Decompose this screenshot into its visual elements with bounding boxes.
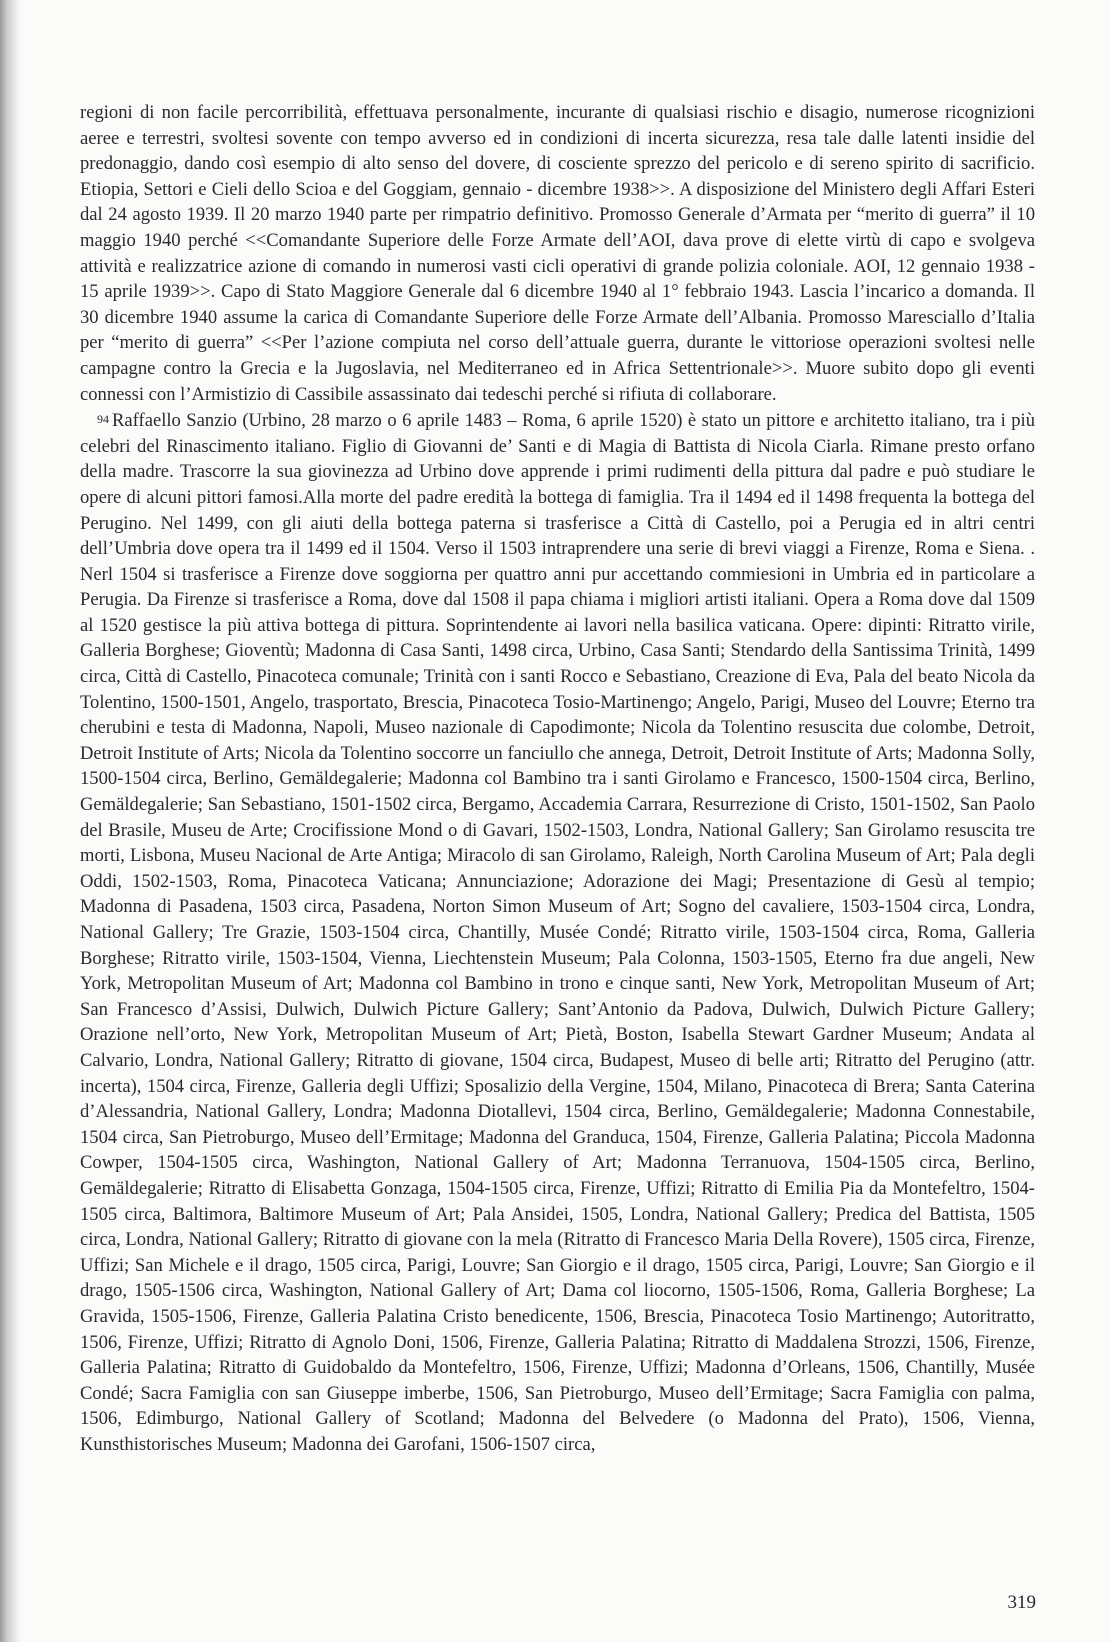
footnote-continuation: regioni di non facile percorribilità, effettuava personalmente, incurante di qualsiasi rischio e disagio, numerose ricognizioni aeree e terrestri, svoltesi sovente con tempo avverso ed in condizioni di incerta sicurezza, resa tale dalle latenti insidie del predonaggio, dando così esempio di alto senso del dovere, di cosciente sprezzo del pericolo e di sereno spirito di sacrificio. Etiopia, Settori e Cieli dello Scioa e del Goggiam, gennaio - dicembre 1938>>. A disposizione del Ministero degli Affari Esteri dal 24 agosto 1939. Il 20 marzo 1940 parte per rimpatrio definitivo. Promosso Generale d’Armata per “merito di guerra” il 10 maggio 1940 perché <<Comandante Superiore delle Forze Armate dell’AOI, dava prove di elette virtù di capo e svolgeva attività e realizzatrice azione di comando in numerosi vasti cicli operativi di grande polizia coloniale. AOI, 12 gennaio 1938 - 15 aprile 1939>>. Capo di Stato Maggiore Generale dal 6 dicembre 1940 al 1° febbraio 1943. Lascia l’incarico a domanda. Il 30 dicembre 1940 assume la carica di Comandante Superiore delle Forze Armate dell’Albania. Promosso Maresciallo d’Italia per “merito di guerra” <<Per l’azione compiuta nel corso dell’attuale guerra, durante le vittoriose operazioni svoltesi nelle campagne contro la Grecia e la Jugoslavia, nel Mediterraneo ed in Africa Settentrionale>>. Muore subito dopo gli eventi connessi con l’Armistizio di Cassibile assassinato dai tedeschi perché si rifiuta di collaborare. [80,102,1035,405]
binding-gutter-shadow [0,0,22,1642]
page-number: 319 [1007,1592,1036,1613]
footnote-94-text: Raffaello Sanzio (Urbino, 28 marzo o 6 aprile 1483 – Roma, 6 aprile 1520) è stato un pittore e architetto italiano, tra i più celebri del Rinascimento italiano. Figlio di Giovanni de’ Santi e di Magia di Battista di Nicola Ciarla. Rimane presto orfano della madre. Trascorre la sua giovinezza ad Urbino dove apprende i primi rudimenti della pittura dal padre e può studiare le opere di alcuni pittori famosi.Alla morte del padre eredità la bottega di famiglia. Tra il 1494 ed il 1498 frequenta la bottega del Perugino. Nel 1499, con gli aiuti della bottega paterna si trasferisce a Città di Castello, poi a Perugia ed in altri centri dell’Umbria dove opera tra il 1499 ed il 1504. Verso il 1503 intraprendere una serie di brevi viaggi a Firenze, Roma e Siena. . Nerl 1504 si trasferisce a Firenze dove soggiorna per quattro anni pur accettando commiesioni in Umbria ed in particolare a Perugia. Da Firenze si trasferisce a Roma, dove dal 1508 il papa chiama i migliori artisti italiani. Opera a Roma dove dal 1509 al 1520 gestisce la più attiva bottega di pittura. Soprintendente ai lavori nella basilica vaticana. Opere: dipinti: Ritratto virile, Galleria Borghese; Gioventù; Madonna di Casa Santi, 1498 circa, Urbino, Casa Santi; Stendardo della Santissima Trinità, 1499 circa, Città di Castello, Pinacoteca comunale; Trinità con i santi Rocco e Sebastiano, Creazione di Eva, Pala del beato Nicola da Tolentino, 1500-1501, Angelo, trasportato, Brescia, Pinacoteca Tosio-Martinengo; Angelo, Parigi, Museo del Louvre; Eterno tra cherubini e testa di Madonna, Napoli, Museo nazionale di Capodimonte; Nicola da Tolentino resuscita due colombe, Detroit, Detroit Institute of Arts; Nicola da Tolentino soccorre un fanciullo che annega, Detroit, Detroit Institute of Arts; Madonna Solly, 1500-1504 circa, Berlino, Gemäldegalerie; Madonna col Bambino tra i santi Girolamo e Francesco, 1500-1504 circa, Berlino, Gemäldegalerie; San Sebastiano, 1501-1502 circa, Bergamo, Accademia Carrara, Resurrezione di Cristo, 1501-1502, San Paolo del Brasile, Museu de Arte; Crocifissione Mond o di Gavari, 1502-1503, Londra, National Gallery; San Girolamo resuscita tre morti, Lisbona, Museu Nacional de Arte Antiga; Miracolo di san Girolamo, Raleigh, North Carolina Museum of Art; Pala degli Oddi, 1502-1503, Roma, Pinacoteca Vaticana; Annunciazione; Adorazione dei Magi; Presentazione di Gesù al tempio; Madonna di Pasadena, 1503 circa, Pasadena, Norton Simon Museum of Art; Sogno del cavaliere, 1503-1504 circa, Londra, National Gallery; Tre Grazie, 1503-1504 circa, Chantilly, Musée Condé; Ritratto virile, 1503-1504 circa, Roma, Galleria Borghese; Ritratto virile, 1503-1504, Vienna, Liechtenstein Museum; Pala Colonna, 1503-1505, Eterno fra due angeli, New York, Metropolitan Museum of Art; Madonna col Bambino in trono e cinque santi, New York, Metropolitan Museum of Art; San Francesco d’Assisi, Dulwich, Dulwich Picture Gallery; Sant’Antonio da Padova, Dulwich, Dulwich Picture Gallery; Orazione nell’orto, New York, Metropolitan Museum of Art; Pietà, Boston, Isabella Stewart Gardner Museum; Andata al Calvario, Londra, National Gallery; Ritratto di giovane, 1504 circa, Budapest, Museo di belle arti; Ritratto del Perugino (attr. incerta), 1504 circa, Firenze, Galleria degli Uffizi; Sposalizio della Vergine, 1504, Milano, Pinacoteca di Brera; Santa Caterina d’Alessandria, National Gallery, Londra; Madonna Diotallevi, 1504 circa, Berlino, Gemäldegalerie; Madonna Connestabile, 1504 circa, San Pietroburgo, Museo dell’Ermitage; Madonna del Granduca, 1504, Firenze, Galleria Palatina; Piccola Madonna Cowper, 1504-1505 circa, Washington, National Gallery of Art; Madonna Terranuova, 1504-1505 circa, Berlino, Gemäldegalerie; Ritratto di Elisabetta Gonzaga, 1504-1505 circa, Firenze, Uffizi; Ritratto di Emilia Pia da Montefeltro, 1504-1505 circa, Baltimora, Baltimore Museum of Art; Pala Ansidei, 1505, Londra, National Gallery; Predica del Battista, 1505 circa, Londra, National Gallery; Ritratto di giovane con la mela (Ritratto di Francesco Maria Della Rovere), 1505 circa, Firenze, Uffizi; San Michele e il drago, 1505 circa, Parigi, Louvre; San Giorgio e il drago, 1505 circa, Parigi, Louvre; San Giorgio e il drago, 1505-1506 circa, Washington, National Gallery of Art; Dama col liocorno, 1505-1506, Roma, Galleria Borghese; La Gravida, 1505-1506, Firenze, Galleria Palatina Cristo benedicente, 1506, Brescia, Pinacoteca Tosio Martinengo; Autoritratto, 1506, Firenze, Uffizi; Ritratto di Agnolo Doni, 1506, Firenze, Galleria Palatina; Ritratto di Maddalena Strozzi, 1506, Firenze, Galleria Palatina; Ritratto di Guidobaldo da Montefeltro, 1506, Firenze, Uffizi; Madonna d’Orleans, 1506, Chantilly, Musée Condé; Sacra Famiglia con san Giuseppe imberbe, 1506, San Pietroburgo, Museo dell’Ermitage; Sacra Famiglia con palma, 1506, Edimburgo, National Gallery of Scotland; Madonna del Belvedere (o Madonna del Prato), 1506, Vienna, Kunsthistorisches Museum; Madonna dei Garofani, 1506-1507 circa, [80,410,1035,1455]
footnote-number: 94 [97,412,109,427]
footnotes-block [80,100,1035,1457]
footnote-94 [80,407,1035,1457]
